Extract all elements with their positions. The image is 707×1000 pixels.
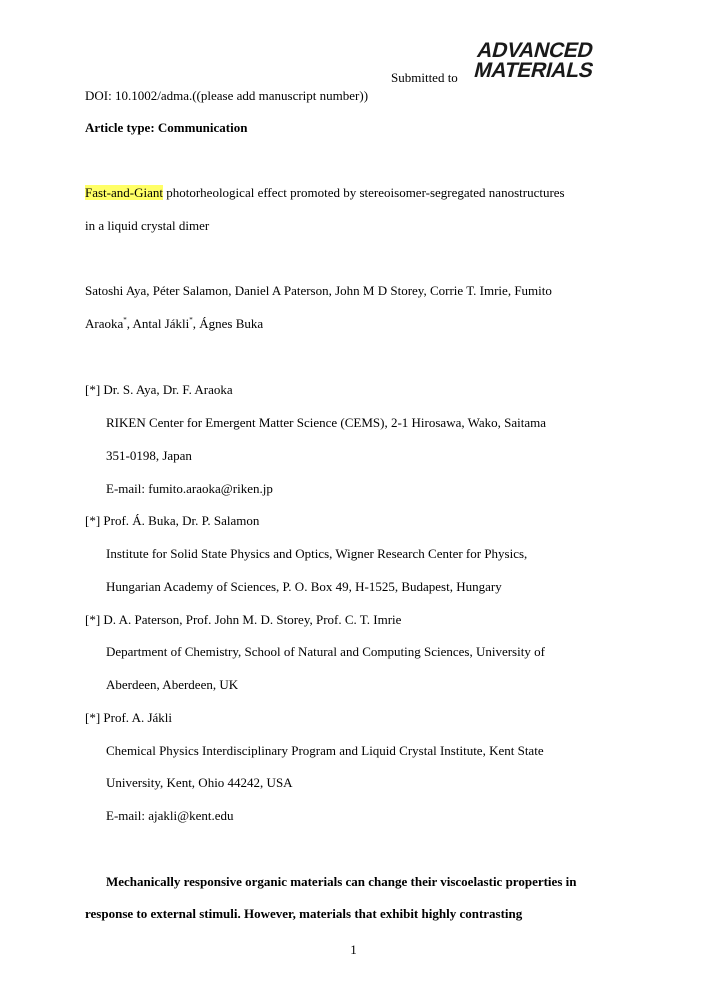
affiliation-head: [*] Prof. Á. Buka, Dr. P. Salamon [85, 513, 260, 528]
title-line-1 [85, 185, 565, 201]
logo-line-2: MATERIALS [471, 59, 596, 82]
affiliation-line: Hungarian Academy of Sciences, P. O. Box 49, H-1525, Budapest, Hungary [106, 579, 502, 594]
doi: DOI: 10.1002/adma.((please add manuscript number)) [85, 88, 369, 103]
authors-line-1: Satoshi Aya, Péter Salamon, Daniel A Paterson, John M D Storey, Corrie T. Imrie, Fumito [85, 283, 552, 298]
author-buka: , Ágnes Buka [192, 316, 264, 331]
affiliation-line: Chemical Physics Interdisciplinary Program and Liquid Crystal Institute, Kent State [106, 743, 544, 758]
affiliation-head: [*] D. A. Paterson, Prof. John M. D. Storey, Prof. C. T. Imrie [85, 612, 402, 627]
affiliation-head: [*] Dr. S. Aya, Dr. F. Araoka [85, 382, 233, 397]
submitted-to-label: Submitted to [391, 70, 458, 85]
affiliation-line: RIKEN Center for Emergent Matter Science (CEMS), 2-1 Hirosawa, Wako, Saitama [106, 415, 546, 430]
author-araoka: Araoka [85, 316, 124, 331]
title-rest: photorheological effect promoted by stereoisomer-segregated nanostructures [162, 185, 565, 200]
affiliation-head: [*] Prof. A. Jákli [85, 710, 173, 725]
corresponding-mark: * [123, 316, 127, 324]
affiliation-line: Department of Chemistry, School of Natural and Computing Sciences, University of [106, 644, 545, 659]
affiliation-email: E-mail: ajakli@kent.edu [106, 808, 234, 823]
affiliation-email: E-mail: fumito.araoka@riken.jp [106, 481, 273, 496]
affiliation-line: University, Kent, Ohio 44242, USA [106, 775, 293, 790]
affiliation-line: 351-0198, Japan [106, 448, 192, 463]
logo-line-1: ADVANCED [474, 39, 596, 62]
affiliation-line: Institute for Solid State Physics and Optics, Wigner Research Center for Physics, [106, 546, 528, 561]
title-highlight: Fast-and-Giant [85, 185, 163, 200]
affiliation-line: Aberdeen, Aberdeen, UK [106, 677, 239, 692]
corresponding-mark: * [189, 316, 193, 324]
journal-logo [472, 41, 624, 81]
abstract-line-2: response to external stimuli. However, materials that exhibit highly contrasting [85, 906, 523, 921]
authors-line-2 [85, 316, 263, 332]
article-type: Article type: Communication [85, 120, 248, 135]
abstract-line-1: Mechanically responsive organic materials can change their viscoelastic properties in [106, 874, 577, 889]
page-number: 1 [350, 942, 357, 957]
title-line-2: in a liquid crystal dimer [85, 218, 210, 233]
author-jakli: , Antal Jákli [126, 316, 190, 331]
